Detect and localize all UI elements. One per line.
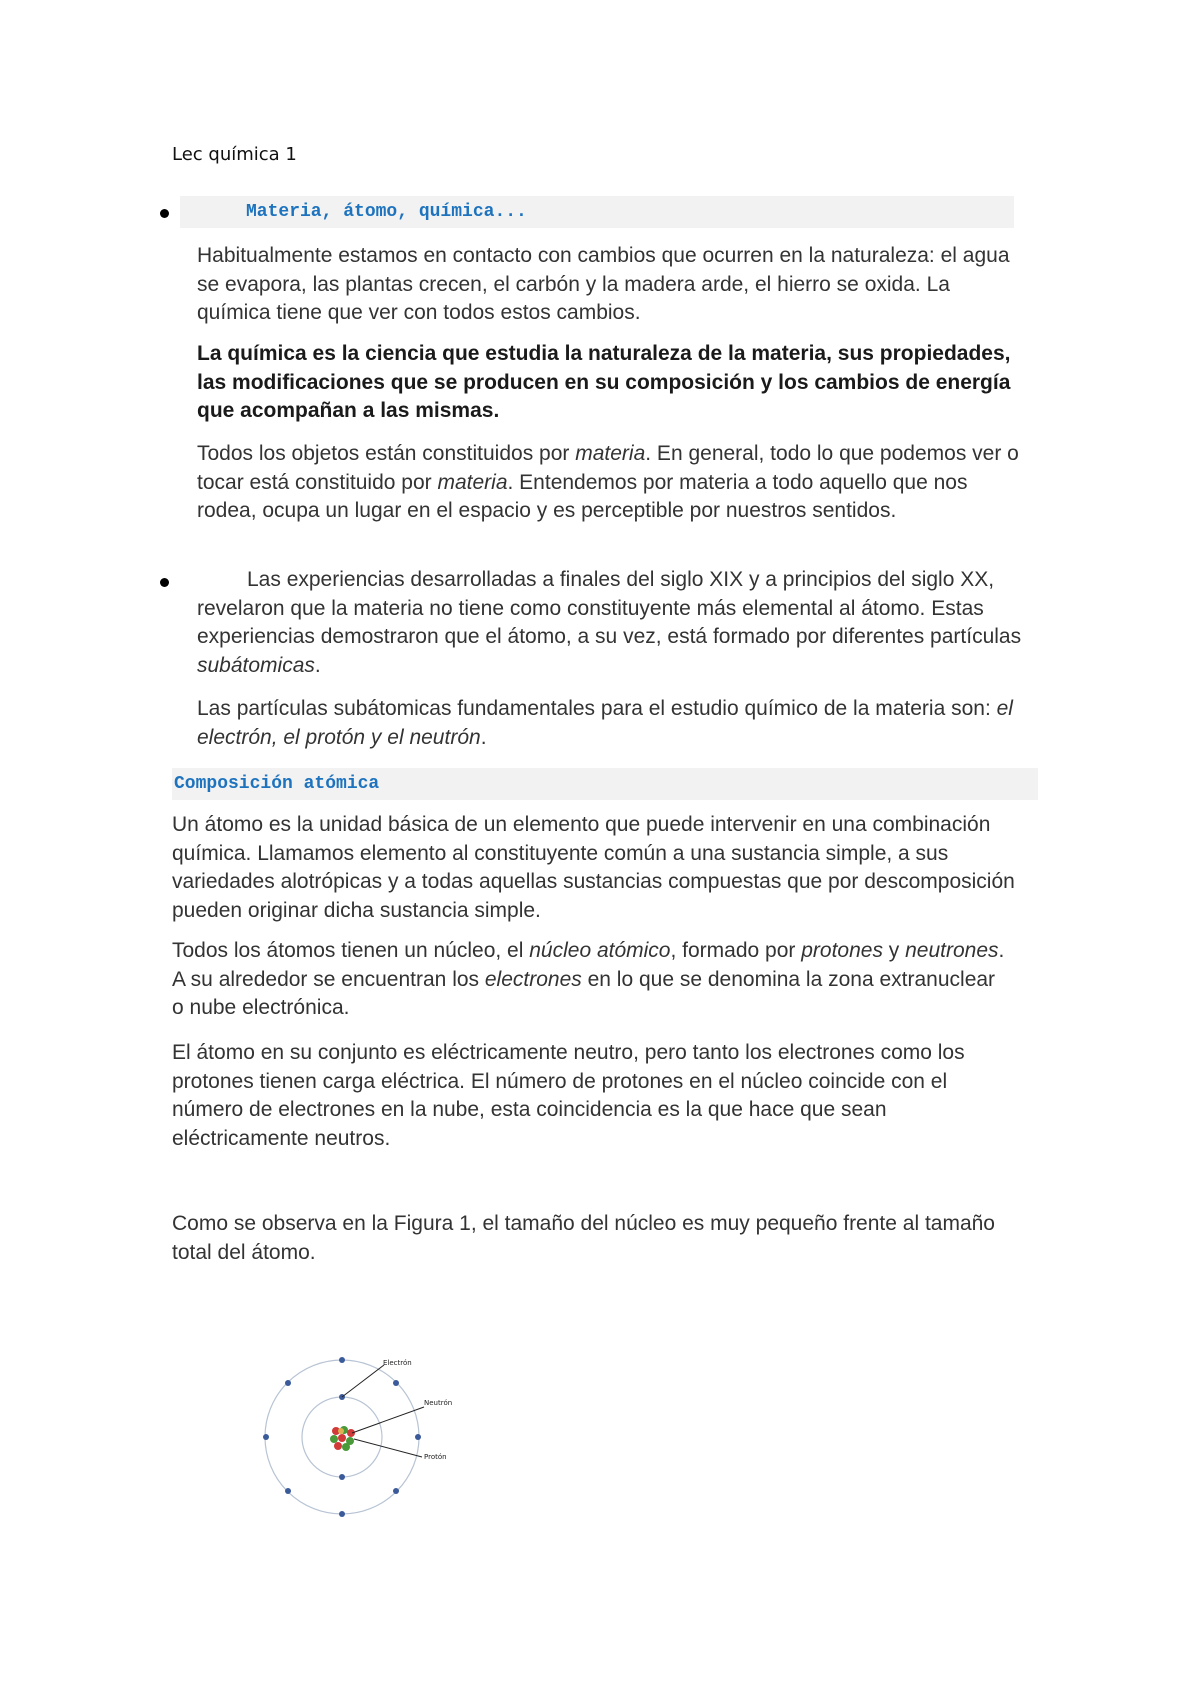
section-heading-composicion: Composición atómica <box>174 774 380 794</box>
heading-bar-2 <box>172 768 1038 800</box>
electron <box>415 1434 421 1440</box>
paragraph-definicion-quimica: La química es la ciencia que estudia la naturaleza de la materia, sus propiedades, las modificaciones que se producen en su composición y los cambios de energía que acompañan a las mismas. <box>197 342 1011 422</box>
label-electron: Electrón <box>383 1359 412 1367</box>
electron <box>339 1357 345 1363</box>
leader-proton <box>354 1439 422 1457</box>
electron <box>393 1380 399 1386</box>
paragraph-nucleo: Todos los átomos tienen un núcleo, el núcleo atómico, formado por protones y neutrones. A su alrededor se encuentran los electrones en lo que se denomina la zona extranuclear o nube electrónica. <box>172 939 1005 1019</box>
label-neutron: Neutrón <box>424 1399 453 1407</box>
paragraph-atomo-definicion: Un átomo es la unidad básica de un elemento que puede intervenir en una combinación química. Llamamos elemento al constituyente común a una sustancia simple, a sus variedades alotrópicas y a todas aquellas sustancias compuestas que por descomposición pueden originar dicha sustancia simple. <box>172 813 1015 922</box>
paragraph-materia: Todos los objetos están constituidos por materia. En general, todo lo que podemos ver o tocar está constituido por materia. Entendemos por materia a todo aquello que nos rodea, ocupa un lugar en el espacio y es perceptible por nuestros sentidos. <box>197 442 1019 522</box>
leader-neutron <box>352 1407 424 1433</box>
electron <box>393 1488 399 1494</box>
atom-figure <box>262 1345 462 1525</box>
document-title: Lec química 1 <box>172 144 297 165</box>
paragraph-figura: Como se observa en la Figura 1, el tamaño del núcleo es muy pequeño frente al tamaño total del átomo. <box>172 1212 995 1264</box>
electron <box>285 1380 291 1386</box>
paragraph-particulas: Las partículas subátomicas fundamentales para el estudio químico de la materia son: el electrón, el protón y el neutrón. <box>197 697 1013 749</box>
section-heading-materia: Materia, átomo, química... <box>246 202 527 222</box>
paragraph-neutro: El átomo en su conjunto es eléctricamente neutro, pero tanto los electrones como los protones tienen carga eléctrica. El número de protones en el núcleo coincide con el número de electrones en la nube, esta coincidencia es la que hace que sean eléctricamente neutros. <box>172 1041 965 1150</box>
bullet-1 <box>160 209 169 218</box>
paragraph-experiencias: Las experiencias desarrolladas a finales del siglo XIX y a principios del siglo XX, revelaron que la materia no tiene como constituyente más elemental al átomo. Estas experiencias demostraron que el átomo, a su vez, está formado por diferentes partículas subátomicas. <box>197 568 1022 677</box>
atom-diagram <box>262 1345 462 1520</box>
paragraph-cambios: Habitualmente estamos en contacto con cambios que ocurren en la naturaleza: el agua se evapora, las plantas crecen, el carbón y la madera arde, el hierro se oxida. La química tiene que ver con todos estos cambios. <box>197 244 1010 324</box>
electron <box>285 1488 291 1494</box>
nucleus <box>330 1426 355 1451</box>
electron <box>263 1434 269 1440</box>
leader-electron <box>342 1365 384 1397</box>
heading-bar-1 <box>180 196 1014 228</box>
bullet-2 <box>160 578 169 587</box>
electron <box>339 1474 345 1480</box>
electron <box>339 1511 345 1517</box>
label-proton: Protón <box>424 1453 447 1461</box>
